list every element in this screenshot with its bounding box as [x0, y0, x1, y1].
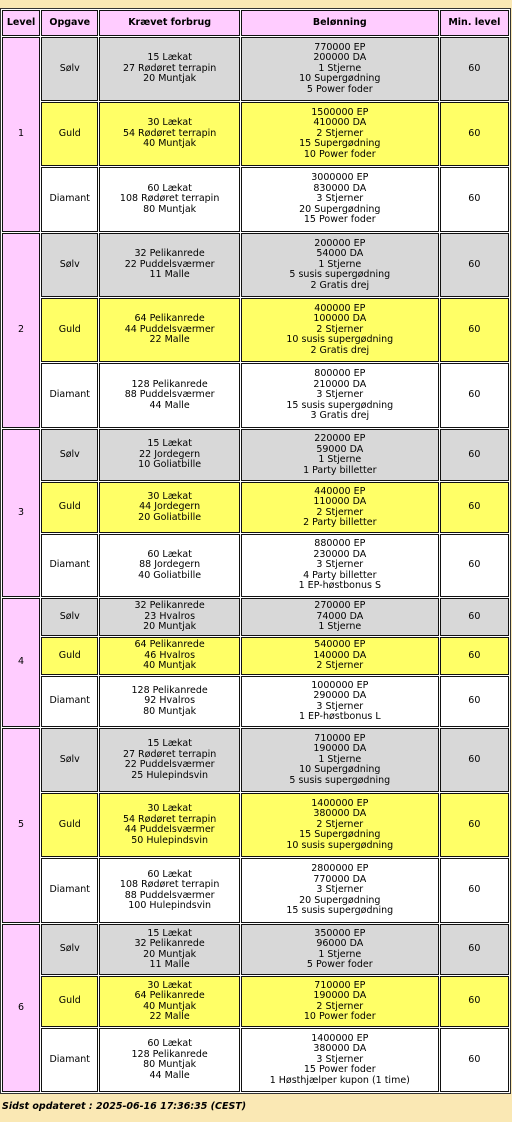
reward-cell [241, 534, 439, 597]
reward-item: 2 Gratis drej [310, 344, 370, 356]
required-item: 50 Hulepindsvin [131, 834, 208, 846]
reward-item: 1 Party billetter [303, 464, 377, 476]
reward-item: 3 Stjerner [316, 1053, 364, 1065]
level-cell: 2 [2, 233, 40, 428]
required-item: 27 Rødøret terrapin [122, 748, 217, 760]
required-item: 80 Muntjak [143, 1059, 197, 1070]
required-item: 128 Pelikanrede [131, 684, 208, 696]
reward-item: 20 Supergødning [299, 894, 381, 906]
level-cell: 3 [2, 429, 40, 597]
reward-item: 2 Stjerner [316, 506, 364, 518]
required-cell [99, 37, 240, 101]
required-item: 44 Malle [149, 399, 190, 411]
reward-item: 10 susis supergødning [286, 839, 394, 851]
min-level-cell: 60 [440, 728, 509, 792]
reward-item: 800000 EP [314, 368, 366, 380]
required-item: 100 Hulepindsvin [128, 900, 212, 911]
required-item: 40 Muntjak [143, 1000, 197, 1012]
reward-item: 4 Party billetter [303, 569, 377, 581]
reward-item: 410000 DA [313, 117, 367, 129]
reward-item: 3000000 EP [311, 172, 369, 184]
table-row [2, 363, 509, 428]
reward-item: 15 susis supergødning [286, 905, 394, 917]
reward-cell [241, 637, 439, 675]
required-item: 88 Puddelsværmer [124, 889, 215, 901]
table-row [2, 534, 509, 597]
reward-item: 190000 DA [313, 743, 367, 755]
header-min-level: Min. level [440, 10, 509, 36]
reward-item: 2 Party billetter [303, 517, 377, 528]
min-level-cell: 60 [440, 298, 509, 362]
reward-item: 230000 DA [313, 548, 367, 560]
level-cell: 6 [2, 924, 40, 1092]
reward-item: 96000 DA [316, 938, 364, 949]
required-item: 60 Lækat [147, 1038, 192, 1049]
table-row [2, 102, 509, 166]
last-updated: Sidst opdateret : 2025-06-16 17:36:35 (CEST) [2, 1101, 247, 1112]
reward-item: 59000 DA [316, 443, 364, 455]
reward-item: 440000 EP [314, 485, 366, 497]
reward-item: 2800000 EP [311, 863, 369, 875]
header-level: Level [2, 10, 40, 36]
required-item: 40 Muntjak [143, 138, 197, 150]
reward-item: 710000 EP [314, 732, 366, 744]
reward-item: 350000 EP [314, 927, 366, 939]
required-item: 108 Rødøret terrapin [119, 879, 220, 890]
table-row [2, 233, 509, 297]
min-level-cell: 60 [440, 793, 509, 857]
required-cell [99, 598, 240, 636]
level-cell: 1 [2, 37, 40, 232]
required-cell [99, 858, 240, 923]
reward-item: 15 susis supergødning [286, 399, 394, 411]
reward-item: 1 Stjerne [318, 258, 362, 270]
reward-cell [241, 37, 439, 101]
required-item: 54 Rødøret terrapin [122, 813, 217, 825]
reward-item: 10 Supergødning [299, 73, 381, 85]
reward-cell [241, 233, 439, 297]
required-item: 108 Rødøret terrapin [119, 193, 220, 205]
reward-item: 20 Supergødning [299, 203, 381, 215]
reward-item: 10 Supergødning [299, 764, 381, 776]
header-row [2, 10, 509, 36]
reward-item: 3 Gratis drej [310, 410, 370, 422]
level-cell: 5 [2, 728, 40, 923]
required-item: 10 Goliatbille [138, 459, 202, 471]
required-item: 46 Hvalros [144, 649, 196, 661]
task-cell: Diamant [41, 1028, 98, 1092]
required-item: 27 Rødøret terrapin [122, 62, 217, 74]
reward-item: 1 EP-høstbonus L [298, 711, 381, 722]
reward-item: 270000 EP [314, 600, 366, 612]
required-item: 32 Pelikanrede [134, 600, 205, 612]
reward-item: 1 EP-høstbonus S [298, 580, 381, 592]
reward-item: 380000 DA [313, 1043, 367, 1055]
reward-cell [241, 858, 439, 923]
table-row [2, 598, 509, 636]
reward-item: 220000 EP [314, 433, 366, 444]
required-item: 15 Lækat [147, 738, 192, 749]
reward-item: 1400000 EP [311, 797, 369, 809]
min-level-cell: 60 [440, 429, 509, 481]
table-row [2, 924, 509, 975]
reward-cell [241, 1028, 439, 1092]
reward-cell [241, 102, 439, 166]
min-level-cell: 60 [440, 102, 509, 166]
reward-item: 3 Stjerner [316, 700, 364, 712]
reward-item: 1 Stjerne [318, 753, 362, 765]
reward-cell [241, 167, 439, 232]
task-cell: Diamant [41, 676, 98, 727]
reward-cell [241, 482, 439, 533]
required-item: 15 Lækat [147, 927, 192, 939]
reward-item: 1 Høsthjælper kupon (1 time) [269, 1074, 410, 1086]
task-cell: Guld [41, 102, 98, 166]
required-cell [99, 534, 240, 597]
task-cell: Diamant [41, 167, 98, 232]
reward-item: 770000 DA [313, 873, 367, 885]
reward-item: 540000 EP [314, 639, 366, 651]
required-cell [99, 482, 240, 533]
required-cell [99, 167, 240, 232]
reward-cell [241, 429, 439, 481]
required-item: 60 Lækat [147, 868, 192, 880]
reward-item: 2 Stjerner [316, 323, 364, 335]
reward-item: 380000 DA [313, 808, 367, 820]
reward-item: 2 Stjerner [316, 660, 364, 672]
min-level-cell: 60 [440, 534, 509, 597]
header-task: Opgave [41, 10, 98, 36]
required-item: 44 Puddelsværmer [124, 824, 215, 835]
reward-cell [241, 728, 439, 792]
reward-item: 290000 DA [313, 690, 367, 701]
reward-item: 74000 DA [316, 610, 364, 622]
task-cell: Sølv [41, 598, 98, 636]
required-item: 11 Malle [149, 269, 190, 281]
min-level-cell: 60 [440, 924, 509, 975]
table-body [2, 37, 509, 1092]
reward-item: 10 Power foder [303, 1011, 376, 1022]
reward-item: 140000 DA [313, 649, 367, 661]
reward-item: 5 Power foder [306, 959, 373, 970]
required-item: 22 Puddelsværmer [124, 759, 215, 770]
required-cell [99, 976, 240, 1027]
reward-item: 10 Power foder [303, 148, 376, 160]
reward-item: 15 Power foder [303, 1064, 376, 1076]
reward-item: 15 Supergødning [299, 138, 381, 150]
min-level-cell: 60 [440, 676, 509, 727]
reward-item: 10 susis supergødning [286, 334, 394, 346]
required-item: 30 Lækat [147, 979, 192, 991]
reward-cell [241, 793, 439, 857]
reward-item: 3 Stjerner [316, 559, 364, 571]
required-item: 40 Muntjak [143, 660, 197, 672]
required-cell [99, 233, 240, 297]
table-row [2, 976, 509, 1027]
required-item: 25 Hulepindsvin [131, 769, 208, 781]
min-level-cell: 60 [440, 637, 509, 675]
task-cell: Sølv [41, 429, 98, 481]
required-item: 32 Pelikanrede [134, 248, 205, 260]
table-row [2, 793, 509, 857]
task-cell: Sølv [41, 37, 98, 101]
reward-item: 200000 EP [314, 237, 366, 249]
reward-item: 400000 EP [314, 302, 366, 314]
reward-item: 1 Stjerne [318, 454, 362, 465]
table-row [2, 482, 509, 533]
required-item: 128 Pelikanrede [131, 378, 208, 390]
reward-cell [241, 976, 439, 1027]
reward-cell [241, 676, 439, 727]
reward-item: 5 susis supergødning [289, 269, 391, 281]
min-level-cell: 60 [440, 233, 509, 297]
required-item: 23 Hvalros [144, 610, 196, 622]
required-item: 64 Pelikanrede [134, 313, 205, 325]
table-row [2, 167, 509, 232]
reward-cell [241, 298, 439, 362]
task-cell: Sølv [41, 233, 98, 297]
reward-item: 880000 EP [314, 538, 366, 550]
required-item: 11 Malle [149, 959, 190, 970]
required-item: 20 Muntjak [143, 621, 197, 633]
table-row [2, 1028, 509, 1092]
task-cell: Diamant [41, 534, 98, 597]
task-cell: Guld [41, 793, 98, 857]
required-item: 88 Jordegern [139, 559, 201, 571]
task-cell: Sølv [41, 728, 98, 792]
required-item: 60 Lækat [147, 548, 192, 560]
reward-item: 110000 DA [313, 496, 367, 507]
reward-item: 2 Gratis drej [310, 279, 370, 291]
reward-item: 3 Stjerner [316, 193, 364, 205]
required-cell [99, 298, 240, 362]
required-item: 30 Lækat [147, 803, 192, 814]
required-cell [99, 429, 240, 481]
required-item: 15 Lækat [147, 438, 192, 450]
table-row [2, 728, 509, 792]
min-level-cell: 60 [440, 363, 509, 428]
reward-item: 5 susis supergødning [289, 774, 391, 786]
table-row [2, 676, 509, 727]
reward-item: 54000 DA [316, 248, 364, 260]
reward-item: 3 Stjerner [316, 884, 364, 896]
reward-item: 190000 DA [313, 990, 367, 1001]
min-level-cell: 60 [440, 37, 509, 101]
header-required: Krævet forbrug [99, 10, 240, 36]
required-item: 64 Pelikanrede [134, 639, 205, 651]
required-item: 128 Pelikanrede [131, 1048, 208, 1060]
reward-item: 15 Supergødning [299, 829, 381, 841]
required-cell [99, 1028, 240, 1092]
min-level-cell: 60 [440, 1028, 509, 1092]
reward-item: 2 Stjerner [316, 1000, 364, 1012]
required-item: 20 Muntjak [143, 948, 197, 960]
reward-item: 770000 EP [314, 41, 366, 53]
reward-item: 3 Stjerner [316, 389, 364, 401]
reward-item: 710000 EP [314, 979, 366, 991]
task-cell: Guld [41, 637, 98, 675]
reward-item: 1 Stjerne [318, 62, 362, 74]
required-item: 88 Puddelsværmer [124, 389, 215, 401]
task-cell: Diamant [41, 363, 98, 428]
task-cell: Guld [41, 976, 98, 1027]
required-item: 44 Malle [149, 1069, 190, 1081]
required-item: 80 Muntjak [143, 203, 197, 215]
required-item: 64 Pelikanrede [134, 990, 205, 1001]
table-row [2, 298, 509, 362]
reward-item: 1400000 EP [311, 1032, 369, 1044]
required-item: 15 Lækat [147, 52, 192, 64]
table-row [2, 637, 509, 675]
required-item: 22 Jordegern [139, 448, 201, 460]
required-cell [99, 676, 240, 727]
reward-item: 210000 DA [313, 378, 367, 390]
reward-item: 1000000 EP [311, 679, 369, 691]
reward-item: 830000 DA [313, 182, 367, 194]
task-cell: Guld [41, 482, 98, 533]
reward-item: 2 Stjerner [316, 818, 364, 830]
reward-item: 2 Stjerner [316, 127, 364, 139]
table-row [2, 858, 509, 923]
task-cell: Diamant [41, 858, 98, 923]
required-item: 30 Lækat [147, 117, 192, 129]
reward-item: 100000 DA [313, 313, 367, 325]
required-item: 54 Rødøret terrapin [122, 127, 217, 139]
min-level-cell: 60 [440, 482, 509, 533]
min-level-cell: 60 [440, 167, 509, 232]
min-level-cell: 60 [440, 976, 509, 1027]
required-cell [99, 924, 240, 975]
required-cell [99, 102, 240, 166]
required-item: 92 Hvalros [144, 695, 196, 707]
required-item: 44 Puddelsværmer [124, 323, 215, 335]
reward-item: 5 Power foder [306, 83, 373, 95]
table-row [2, 429, 509, 481]
reward-cell [241, 598, 439, 636]
task-cell: Guld [41, 298, 98, 362]
required-item: 30 Lækat [147, 490, 192, 502]
table-row [2, 37, 509, 101]
task-cell: Sølv [41, 924, 98, 975]
required-item: 40 Goliatbille [138, 569, 202, 581]
required-item: 32 Pelikanrede [134, 938, 205, 949]
required-item: 22 Malle [149, 334, 190, 346]
required-item: 20 Goliatbille [138, 511, 202, 523]
required-item: 44 Jordegern [139, 501, 201, 513]
required-item: 80 Muntjak [143, 705, 197, 717]
reward-item: 200000 DA [313, 52, 367, 64]
required-item: 60 Lækat [147, 182, 192, 194]
min-level-cell: 60 [440, 598, 509, 636]
required-item: 22 Puddelsværmer [124, 258, 215, 270]
reward-item: 1500000 EP [311, 106, 369, 118]
rewards-table [0, 8, 511, 1094]
required-cell [99, 793, 240, 857]
reward-cell [241, 924, 439, 975]
reward-item: 15 Power foder [303, 214, 376, 226]
required-cell [99, 363, 240, 428]
reward-item: 1 Stjerne [318, 621, 362, 633]
required-item: 22 Malle [149, 1011, 190, 1022]
required-cell [99, 728, 240, 792]
min-level-cell: 60 [440, 858, 509, 923]
header-reward: Belønning [241, 10, 439, 36]
reward-item: 1 Stjerne [318, 948, 362, 960]
required-cell [99, 637, 240, 675]
required-item: 20 Muntjak [143, 73, 197, 85]
level-cell: 4 [2, 598, 40, 727]
reward-cell [241, 363, 439, 428]
